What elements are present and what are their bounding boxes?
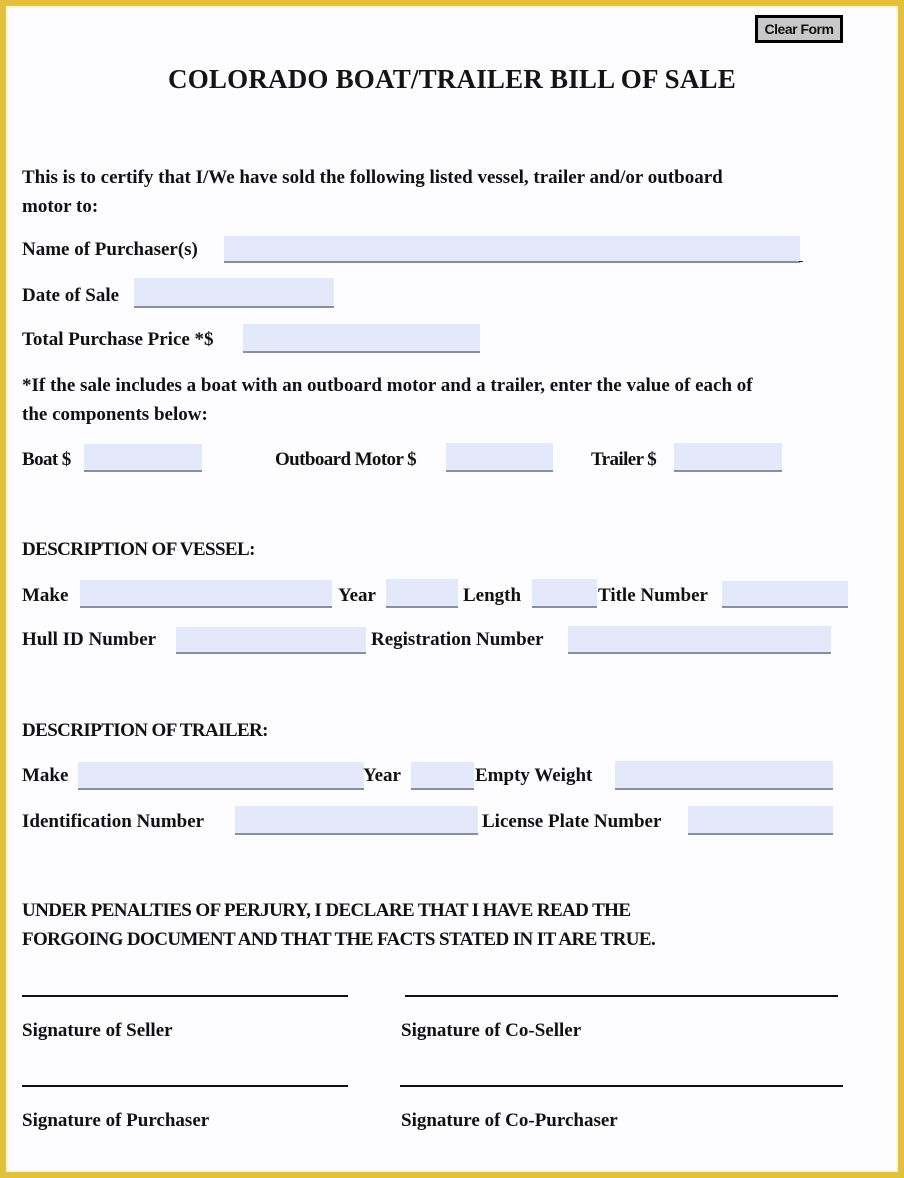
vessel-title-number-input[interactable] — [722, 581, 848, 608]
vessel-make-input[interactable] — [80, 580, 332, 608]
license-plate-number-label: License Plate Number — [482, 811, 662, 832]
intro-text-line2: motor to: — [22, 196, 99, 217]
outboard-motor-value-label: Outboard Motor $ — [275, 449, 416, 470]
purchaser-name-input[interactable] — [224, 236, 800, 263]
date-of-sale-label: Date of Sale — [22, 285, 120, 306]
purchaser-name-label: Name of Purchaser(s) — [22, 239, 198, 260]
hull-id-input[interactable] — [176, 627, 366, 654]
hull-id-label: Hull ID Number — [22, 629, 157, 650]
co-seller-signature-line[interactable] — [405, 995, 838, 997]
declaration-line1: UNDER PENALTIES OF PERJURY, I DECLARE THAT I HAVE READ THE — [22, 900, 631, 921]
seller-signature-label: Signature of Seller — [22, 1020, 173, 1041]
intro-text-line1: This is to certify that I/We have sold the following listed vessel, trailer and/or outboard — [22, 167, 723, 188]
co-purchaser-signature-line[interactable] — [400, 1085, 843, 1087]
outboard-motor-value-input[interactable] — [446, 443, 553, 472]
trailer-identification-number-input[interactable] — [235, 806, 478, 835]
trailer-make-input[interactable] — [78, 762, 364, 790]
trailer-year-label: Year — [363, 765, 401, 786]
total-price-label: Total Purchase Price *$ — [22, 329, 214, 350]
clear-form-button[interactable]: Clear Form — [755, 15, 843, 43]
purchaser-signature-label: Signature of Purchaser — [22, 1110, 210, 1131]
trailer-make-label: Make — [22, 765, 69, 786]
co-seller-signature-label: Signature of Co-Seller — [401, 1020, 582, 1041]
components-note-line1: *If the sale includes a boat with an outboard motor and a trailer, enter the value of each of — [22, 375, 753, 396]
trailer-value-label: Trailer $ — [591, 449, 657, 470]
total-price-input[interactable] — [243, 324, 480, 353]
empty-weight-input[interactable] — [615, 761, 833, 790]
trailer-value-input[interactable] — [674, 443, 782, 472]
registration-number-label: Registration Number — [371, 629, 544, 650]
page-title: COLORADO BOAT/TRAILER BILL OF SALE — [168, 64, 736, 94]
boat-value-input[interactable] — [84, 444, 202, 472]
vessel-length-label: Length — [463, 585, 522, 606]
boat-value-label: Boat $ — [22, 449, 71, 470]
vessel-length-input[interactable] — [532, 579, 597, 608]
registration-number-input[interactable] — [568, 626, 831, 654]
empty-weight-label: Empty Weight — [475, 765, 593, 786]
vessel-year-input[interactable] — [386, 579, 458, 608]
co-purchaser-signature-label: Signature of Co-Purchaser — [401, 1110, 618, 1131]
trailer-identification-number-label: Identification Number — [22, 811, 205, 832]
components-note-line2: the components below: — [22, 404, 208, 425]
date-of-sale-input[interactable] — [134, 278, 334, 308]
trailer-year-input[interactable] — [411, 762, 474, 790]
seller-signature-line[interactable] — [22, 995, 348, 997]
vessel-year-label: Year — [338, 585, 376, 606]
trailer-section-heading: DESCRIPTION OF TRAILER: — [22, 720, 268, 741]
license-plate-number-input[interactable] — [688, 806, 833, 835]
underscore-mark — [799, 261, 803, 262]
vessel-make-label: Make — [22, 585, 69, 606]
vessel-title-number-label: Title Number — [598, 585, 708, 606]
vessel-section-heading: DESCRIPTION OF VESSEL: — [22, 539, 255, 560]
purchaser-signature-line[interactable] — [22, 1085, 348, 1087]
declaration-line2: FORGOING DOCUMENT AND THAT THE FACTS STATED IN IT ARE TRUE. — [22, 929, 656, 950]
